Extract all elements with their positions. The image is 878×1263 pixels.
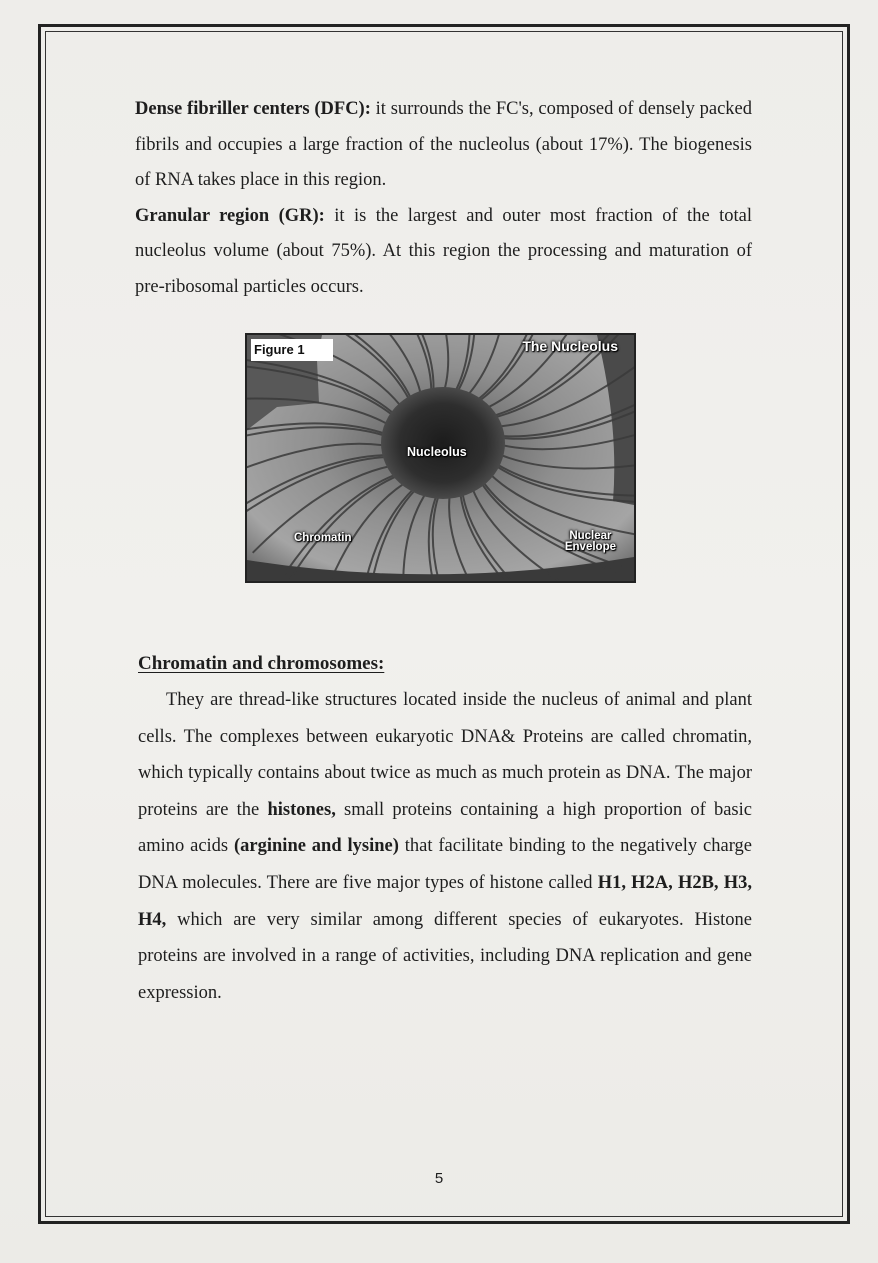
chromatin-text-1: They are thread-like structures located inside the nucleus of animal and plant cells. The complexes between eukaryotic DNA& Proteins are called chromatin, which typically contains about twice as much as much protein as DNA. The major proteins are the xyxy=(138,690,752,820)
nucleolus-body xyxy=(381,387,505,499)
amino-acids-term: (arginine and lysine) xyxy=(234,836,399,857)
chromatin-text-2: small proteins containing a high proportion of basic amino acids xyxy=(138,799,752,857)
nucleolus-figure xyxy=(245,333,636,583)
histone-types-term: H1, H2A, H2B, H3, H4, xyxy=(138,872,752,930)
dfc-paragraph xyxy=(135,92,752,199)
figure-label-nucleolus: Nucleolus xyxy=(407,445,467,459)
envelope-line1: Nuclear xyxy=(569,530,612,542)
figure-label-envelope xyxy=(565,531,616,553)
dfc-term: Dense fibriller centers (DFC): xyxy=(135,99,371,119)
histones-term: histones, xyxy=(267,799,336,820)
figure-label-chromatin: Chromatin xyxy=(294,532,352,544)
chromatin-text-block xyxy=(138,682,752,1011)
chromatin-text-4: which are very similar among different species of eukaryotes. Histone proteins are involved in a range of activities, including DNA replication and gene expression. xyxy=(138,909,752,1003)
chromatin-paragraph xyxy=(138,682,752,1011)
top-text-block xyxy=(135,92,752,305)
gr-term: Granular region (GR): xyxy=(135,205,325,226)
chromatin-text-3: that facilitate binding to the negatively charge DNA molecules. There are five major types of histone called xyxy=(138,836,752,893)
section-heading: Chromatin and chromosomes: xyxy=(138,653,385,674)
figure-caption-top: The Nucleolus xyxy=(522,338,618,354)
figure-title: Figure 1 xyxy=(251,339,333,361)
gr-text: it is the largest and outer most fraction of the total nucleolus volume (about 75%). At this region the processing and maturation of pre-ribosomal particles occurs. xyxy=(135,205,752,297)
dfc-text: it surrounds the FC's, composed of densely packed fibrils and occupies a large fraction of the nucleolus (about 17%). The biogenesis of RNA takes place in this region. xyxy=(135,99,752,190)
envelope-line2: Envelope xyxy=(564,541,616,553)
page-number: 5 xyxy=(434,1170,444,1187)
gr-paragraph xyxy=(135,199,752,306)
